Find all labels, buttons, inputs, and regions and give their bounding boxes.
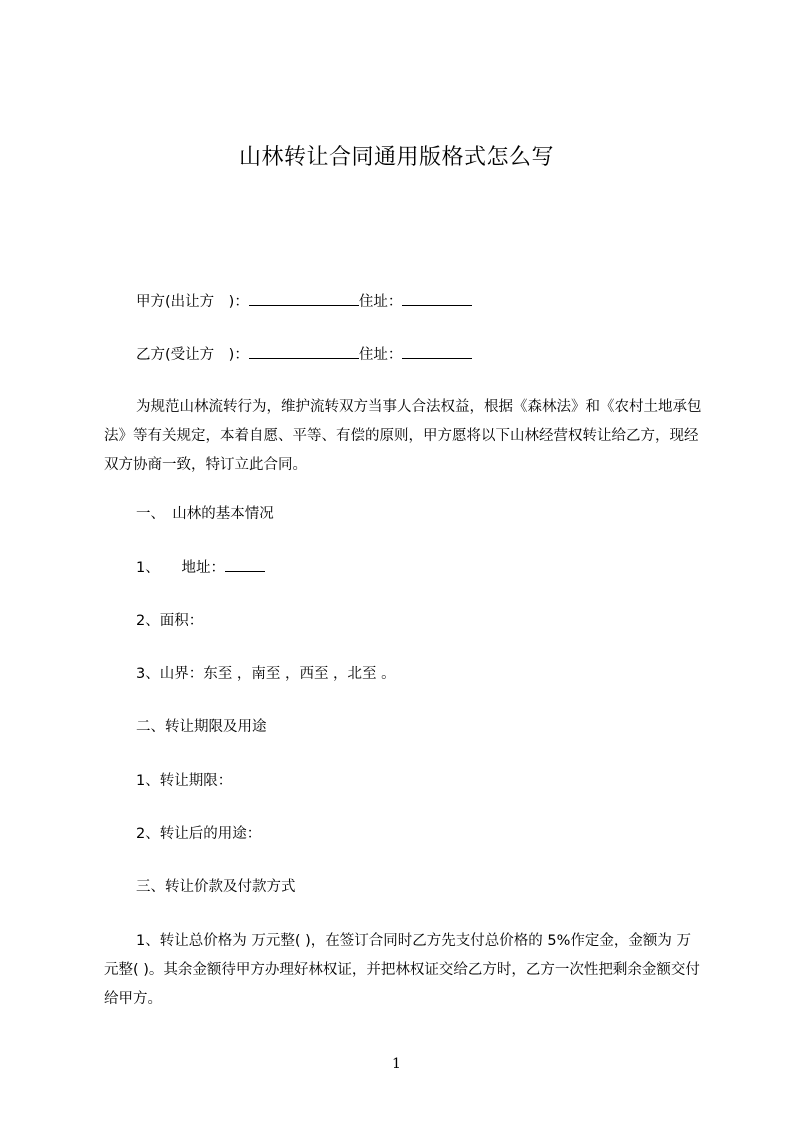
intro-paragraph-text: 为规范山林流转行为，维护流转双方当事人合法权益，根据《森林法》和《农村土地承包法》等有关规定，本着自愿、平等、有偿的原则，甲方愿将以下山林经营权转让给乙方，现经双方协商一致，特订立此合同。 <box>104 399 702 473</box>
party-a-address-blank <box>402 291 472 306</box>
section-1-item-1-label: 1、 地址： <box>136 560 225 576</box>
section-2-item-2: 2、转让后的用途： <box>136 826 262 842</box>
document-title: 山林转让合同通用版格式怎么写 <box>238 145 554 170</box>
party-b-line <box>136 344 472 365</box>
section-3-item-1-text: 1、转让总价格为 万元整( )，在签订合同时乙方先支付总价格的 5%作定金，金额为 万元整( )。其余金额待甲方办理好林权证，并把林权证交给乙方时，乙方一次性把剩余金额交付给甲方。 <box>104 933 700 1007</box>
party-b-address-label: 住址： <box>358 347 403 363</box>
section-3-heading: 三、转让价款及付款方式 <box>136 879 296 895</box>
party-a-label: 甲方(出让方 )： <box>136 294 249 310</box>
party-b-name-blank <box>249 344 359 359</box>
intro-paragraph <box>104 393 704 480</box>
party-b-address-blank <box>402 344 472 359</box>
section-1-item-1 <box>136 557 265 578</box>
party-a-address-label: 住址： <box>358 294 403 310</box>
section-3-item-1 <box>104 927 704 1014</box>
section-1-item-2: 2、面积： <box>136 613 204 629</box>
section-2-heading: 二、转让期限及用途 <box>136 719 267 735</box>
section-1-item-3: 3、山界：东至 ，南至 ，西至 ，北至 。 <box>136 666 396 682</box>
section-2-item-1: 1、转让期限： <box>136 773 233 789</box>
address-blank <box>225 557 265 572</box>
page-number: 1 <box>392 1056 401 1072</box>
section-1-heading: 一、 山林的基本情况 <box>136 506 274 522</box>
party-a-name-blank <box>249 291 359 306</box>
party-b-label: 乙方(受让方 )： <box>136 347 249 363</box>
party-a-line <box>136 291 472 312</box>
